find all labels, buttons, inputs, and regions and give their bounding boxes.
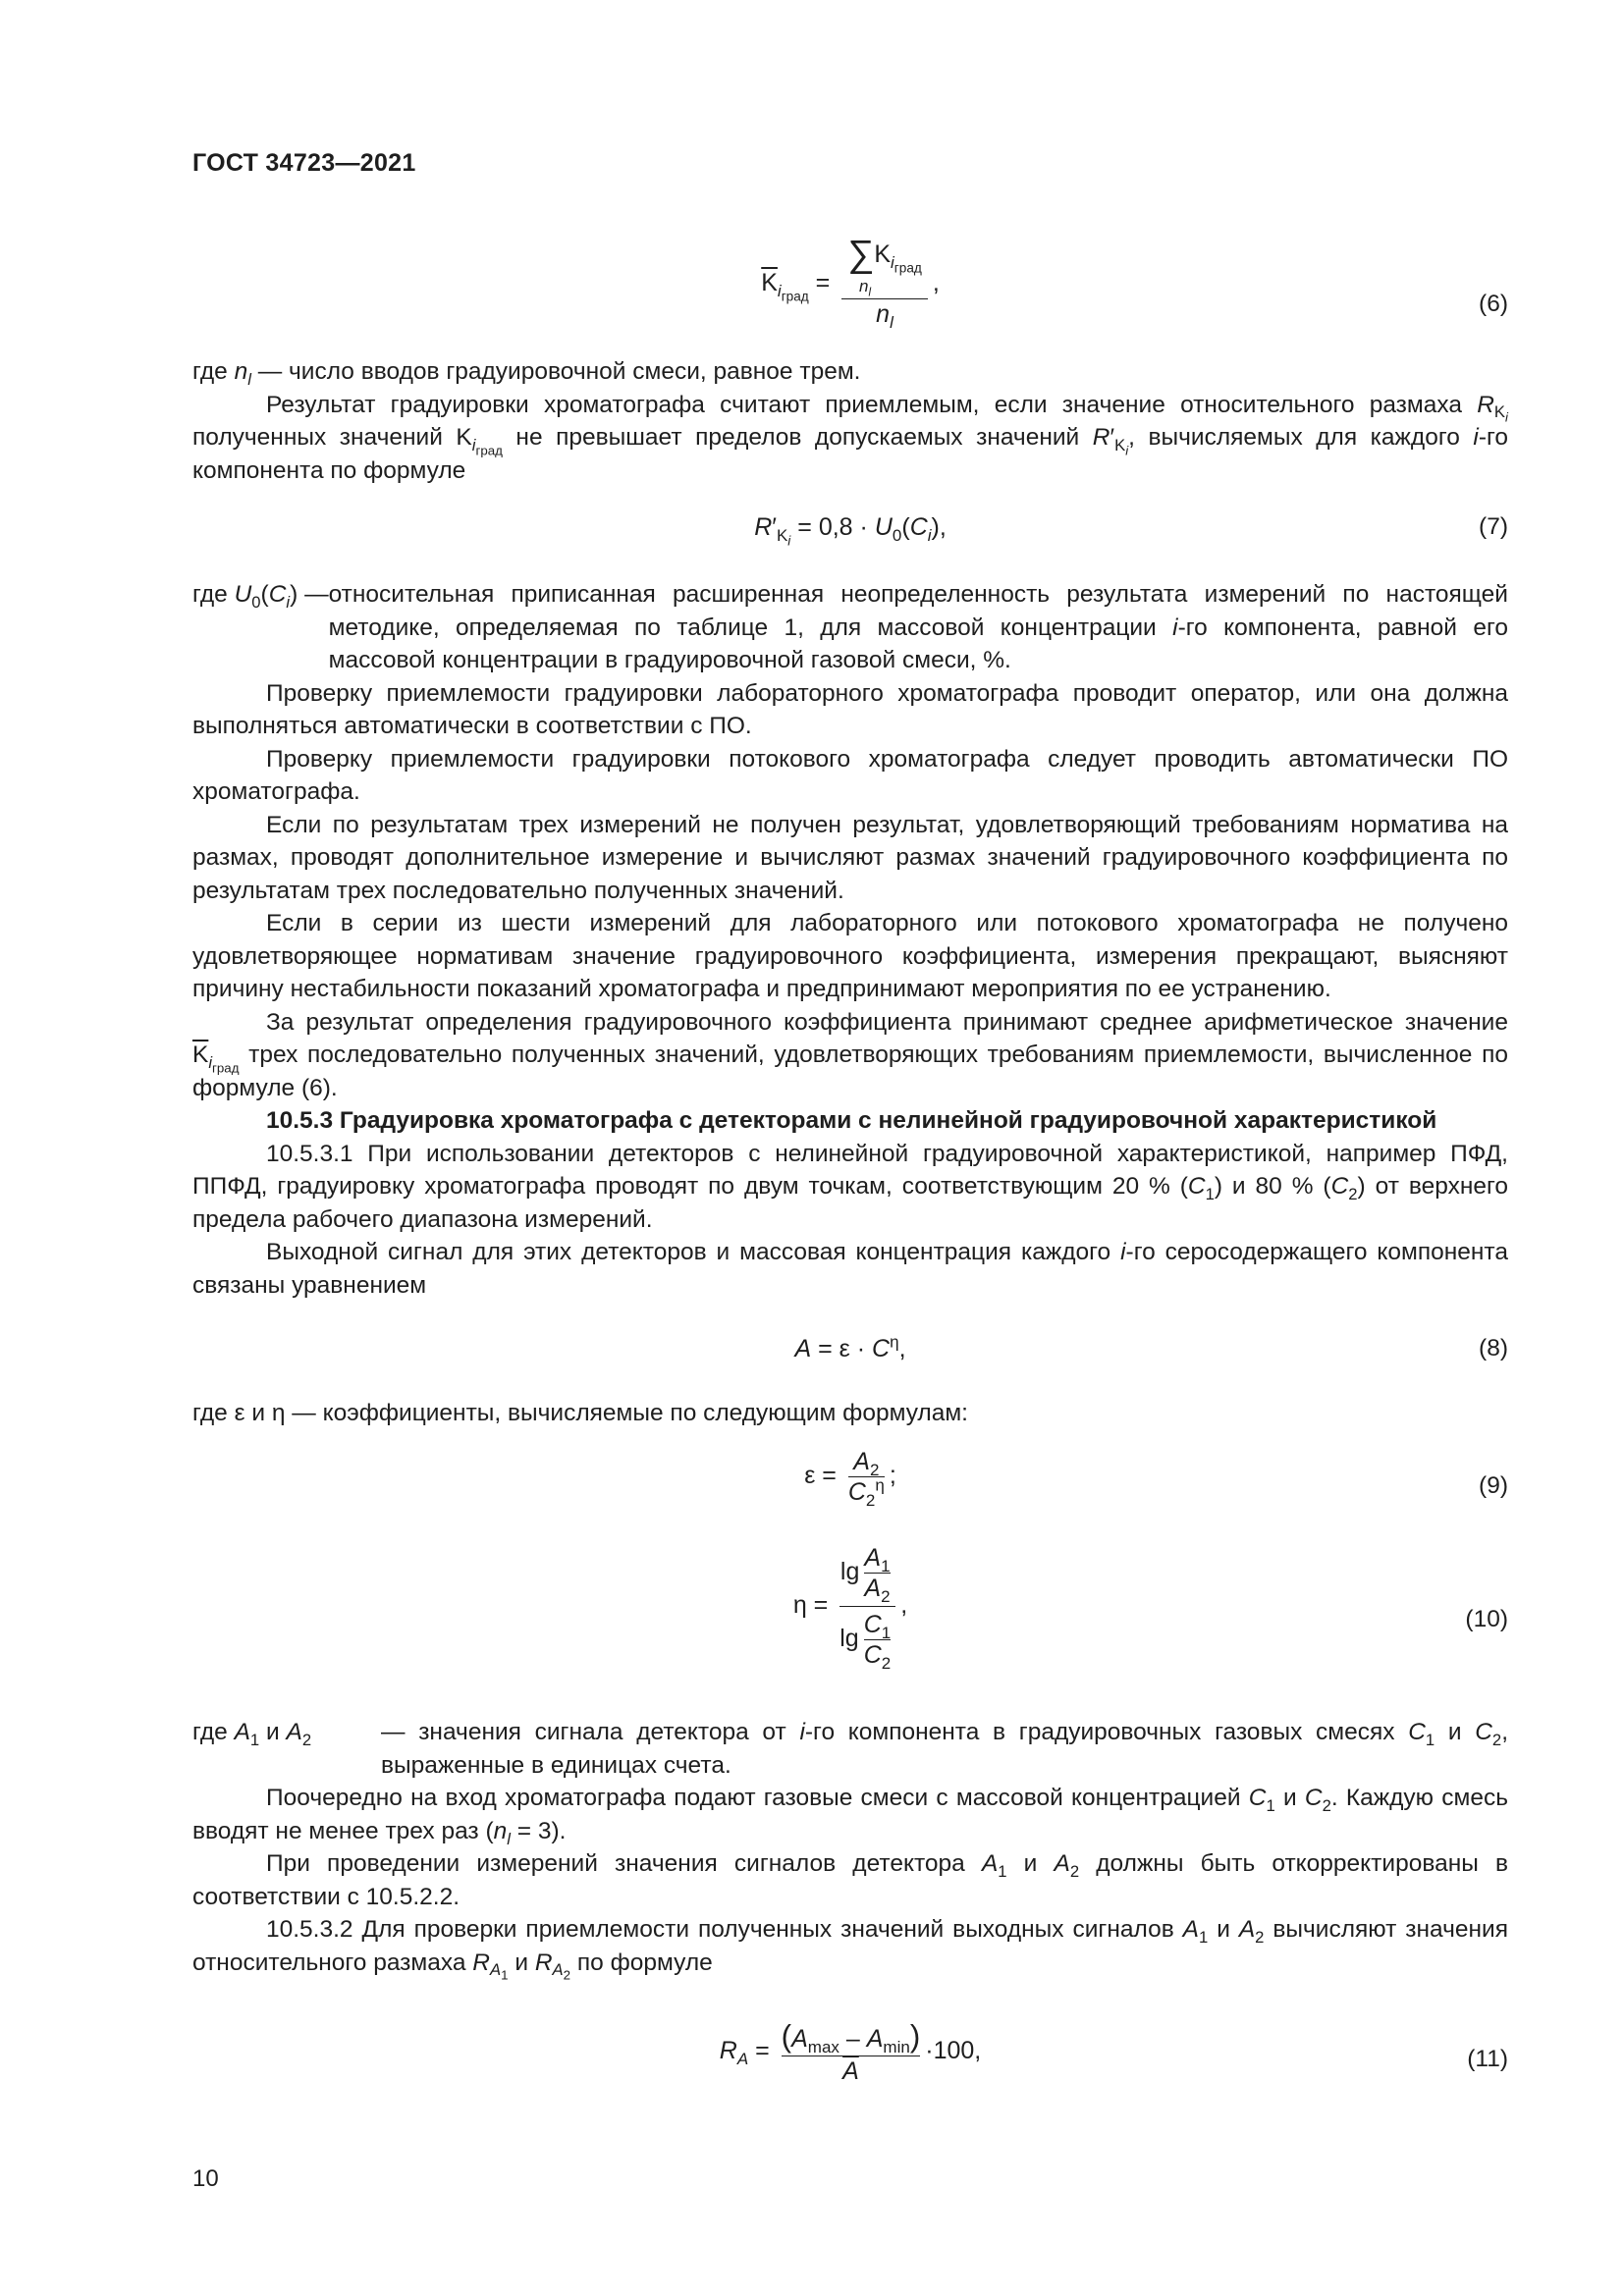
formula-11-number: (11) (1467, 2046, 1508, 2072)
paragraph-signal-correction: При проведении измерений значения сигналов детектора $A_1$ и $A_2$ должны быть откорректированы в соответствии с 10.5.2.2. (192, 1850, 1508, 1910)
paragraph-output-signal: Выходной сигнал для этих детекторов и массовая концентрация каждого i-го серосодержащего компонента связаны уравнением (192, 1239, 1508, 1299)
formula-9-fraction: $\frac{A_2}{C_2^\eta}$ (847, 1448, 885, 1510)
paragraph-10-5-3-1: 10.5.3.1 При использовании детекторов с нелинейной градуировочной характеристикой, например ПФД, ППФД, градуировку хроматографа проводят по двум точкам, соответствующим 20 % $(C_1)$ и 80 % $(C_2)$ от верхнего предела рабочего диапазона измерений. (192, 1140, 1508, 1233)
where-a1-a2: где $A_1$ и $A_2$ — значения сигнала детектора от i-го компонента в градуировочных газовых смесях $C_1$ и $C_2$, выраженные в единицах счета. (192, 1719, 1508, 1779)
page-number: 10 (192, 2165, 219, 2192)
paragraph-alternate-mixtures: Поочередно на вход хроматографа подают газовые смеси с массовой концентрацией $C_1$ и $C_2$. Каждую смесь вводят не менее трех раз $(n_l = 3)$. (192, 1785, 1508, 1848)
where-nl: где $n_l$ — число вводов градуировочной смеси, равное трем. (192, 358, 861, 389)
paragraph-10-5-3-2: 10.5.3.2 Для проверки приемлемости полученных значений выходных сигналов $A_1$ и $A_2$ вычисляют значения относительного размаха $R_{A_1}$ и $R_{A_2}$ по формуле (192, 1916, 1508, 1983)
formula-9-body: ε = $\frac{A_2}{C_2^\eta}$ ; (804, 1448, 896, 1510)
formula-9-number: (9) (1479, 1472, 1508, 1499)
formula-11-fraction: $\frac{(A_{max} - A_{min})}{A}$ (781, 2019, 921, 2085)
paragraph-extra-measurement: Если по результатам трех измерений не получен результат, удовлетворяющий требованиям норматива на размах, проводят дополнительное измерение и вычисляют размах значений градуировочного коэффициента по результатам трех последовательно полученных значений. (192, 811, 1508, 904)
formula-7-body: $R'_{K_i} = 0,8 \cdot U_0(C_i)$, (754, 513, 947, 549)
section-heading-10-5-3: 10.5.3 Градуировка хроматографа с детекторами с нелинейной градуировочной характеристикой (266, 1107, 1437, 1134)
formula-8-body: $A = \varepsilon \cdot C^\eta$, (794, 1332, 906, 1362)
text-block-1 (192, 355, 1508, 487)
formula-10-fraction: lg $\frac{A_1}{A_2}$ lg $\frac{C_1}{C_2}$ (839, 1543, 895, 1670)
text-block-4 (192, 1716, 1508, 1983)
text-block-2 (192, 578, 1508, 1302)
formula-10-number: (10) (1465, 1606, 1508, 1632)
paragraph-lab-check: Проверку приемлемости градуировки лабораторного хроматографа проводит оператор, или она должна выполняться автоматически в соответствии с ПО. (192, 679, 1508, 739)
paragraph-six-measurements: Если в серии из шести измерений для лабораторного или потокового хроматографа не получено удовлетворяющее нормативам значение градуировочного коэффициента, измерения прекращают, выясняют причину нестабильности показаний хроматографа и предпринимают мероприятия по ее устранению. (192, 910, 1508, 1002)
formula-6-body: $\overline{K}_{i_{град}}$ = $\sum K_{i_{град}}$ $n_l$ $n_l$ , (761, 234, 940, 332)
where-u0: где $U_0(C_i)$ — относительная приписанная расширенная неопределенность результата измерений по настоящей методике, определяемая по таблице 1, для массовой концентрации i-го компонента, равной его массовой концентрации в градуировочной газовой смеси, %. (192, 581, 1508, 673)
formula-8-number: (8) (1479, 1335, 1508, 1362)
document-header: ГОСТ 34723—2021 (192, 149, 416, 177)
paragraph-stream-check: Проверку приемлемости градуировки потокового хроматографа следует проводить автоматически ПО хроматографа. (192, 745, 1508, 805)
formula-11-body: $R_A$ = $\frac{(A_{max} - A_{min})}{A}$ ·100, (719, 2019, 982, 2085)
formula-7-number: (7) (1479, 513, 1508, 540)
text-block-3 (192, 1397, 1508, 1430)
formula-6-fraction: $\sum K_{i_{град}}$ $n_l$ $n_l$ (841, 240, 928, 329)
formula-6-number: (6) (1479, 291, 1508, 317)
formula-10-body: η = lg $\frac{A_1}{A_2}$ lg $\frac{C_1}{C_2}$ , (792, 1544, 908, 1673)
paragraph-range-check: Результат градуировки хроматографа считают приемлемым, если значение относительного размаха $R_{K_i}$ полученных значений $K_{i_{град}}$ не превышает пределов допускаемых значений $R'_{K_i}$, вычисляемых для каждого i-го компонента по формуле (192, 391, 1509, 484)
where-eps-eta: где ε и η — коэффициенты, вычисляемые по следующим формулам: (192, 1400, 968, 1426)
paragraph-mean-result: За результат определения градуировочного коэффициента принимают среднее арифметическое значение $\overline{K}_{i_{град}}$ трех последовательно полученных значений, удовлетворяющих требованиям приемлемости, вычисленное по формуле (6). (192, 1008, 1508, 1101)
